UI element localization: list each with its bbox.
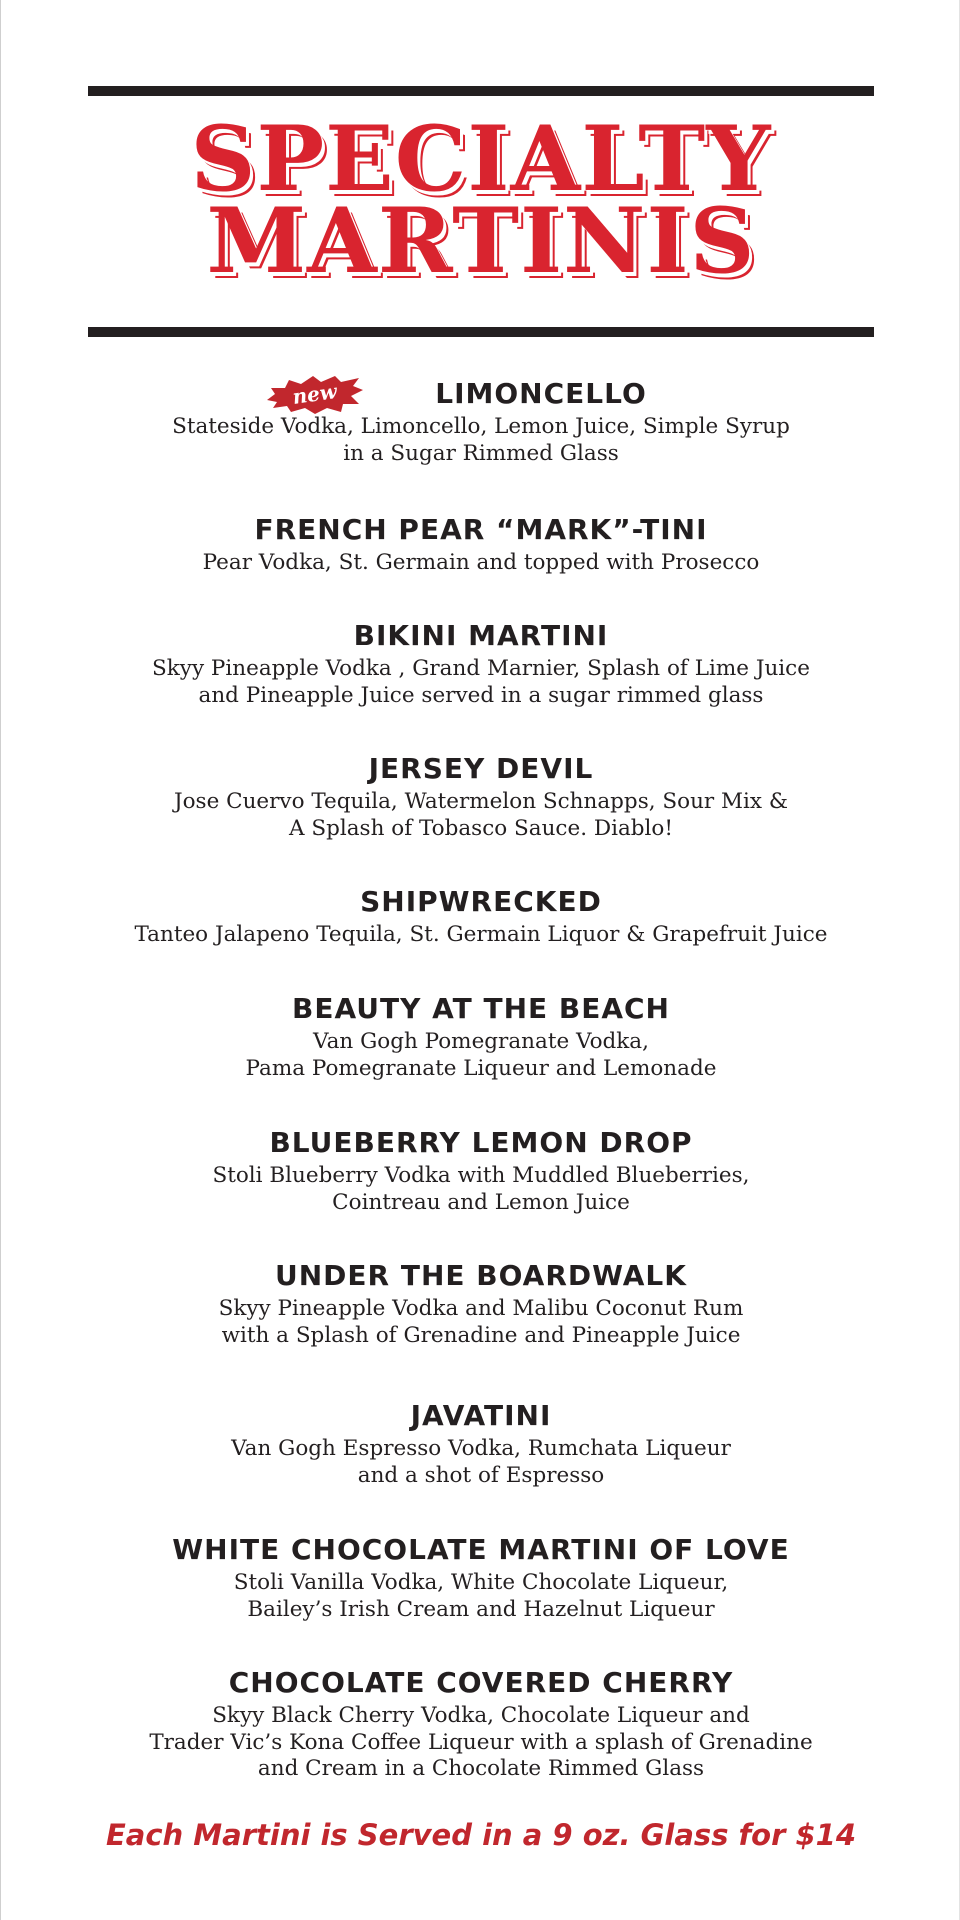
item-description-line: Skyy Black Cherry Vodka, Chocolate Liqueur and (212, 1703, 750, 1728)
item-description-line: Stoli Blueberry Vodka with Muddled Blueberries, (212, 1163, 750, 1188)
item-description-line: Stoli Vanilla Vodka, White Chocolate Liqueur, (233, 1570, 729, 1595)
title-line-2: MARTINIS (206, 188, 756, 294)
item-name: LIMONCELLO (435, 377, 647, 410)
menu-item-blueberry-lemon-drop (1, 1127, 960, 1216)
item-name: WHITE CHOCOLATE MARTINI OF LOVE (172, 1533, 790, 1566)
item-name: CHOCOLATE COVERED CHERRY (228, 1666, 734, 1699)
item-description-line: Skyy Pineapple Vodka , Grand Marnier, Splash of Lime Juice (152, 656, 810, 681)
menu-item-chocolate-covered-cherry (1, 1667, 960, 1783)
item-description-line: Van Gogh Espresso Vodka, Rumchata Liqueur (231, 1436, 731, 1461)
menu-item-beauty-at-the-beach (1, 993, 960, 1082)
item-description (1, 1163, 960, 1216)
item-description-line: A Splash of Tobasco Sauce. Diablo! (288, 815, 674, 841)
menu-item-javatini (1, 1400, 960, 1489)
item-description-line: Pama Pomegranate Liqueur and Lemonade (245, 1055, 717, 1081)
menu-item-shipwrecked (1, 886, 960, 949)
item-name: UNDER THE BOARDWALK (275, 1259, 687, 1292)
item-description (1, 656, 960, 709)
item-description-line: Van Gogh Pomegranate Vodka, (313, 1029, 649, 1054)
item-description-line: with a Splash of Grenadine and Pineapple Juice (221, 1322, 741, 1348)
item-description-line: in a Sugar Rimmed Glass (343, 440, 619, 466)
item-description-line: Pear Vodka, St. Germain and topped with Prosecco (202, 550, 760, 575)
top-divider (88, 86, 874, 96)
item-name: BLUEBERRY LEMON DROP (269, 1126, 693, 1159)
menu-item-white-chocolate-martini-of-love (1, 1534, 960, 1623)
item-description-line: Skyy Pineapple Vodka and Malibu Coconut Rum (218, 1296, 744, 1321)
new-badge-label: new (291, 379, 339, 409)
item-description (1, 922, 960, 949)
item-name: SHIPWRECKED (360, 885, 602, 918)
price-note: Each Martini is Served in a 9 oz. Glass for $14 (105, 1818, 857, 1852)
item-description-line: Stateside Vodka, Limoncello, Lemon Juice, Simple Syrup (172, 414, 790, 439)
item-name: BEAUTY AT THE BEACH (291, 992, 670, 1025)
item-description-line: Cointreau and Lemon Juice (332, 1189, 630, 1215)
item-description-line: Trader Vic’s Kona Coffee Liqueur with a splash of Grenadine (149, 1729, 813, 1755)
item-name: JERSEY DEVIL (368, 752, 594, 785)
item-name: JAVATINI (410, 1399, 552, 1432)
menu-item-under-the-boardwalk (1, 1260, 960, 1349)
item-description (1, 1703, 960, 1783)
item-description-line: and Cream in a Chocolate Rimmed Glass (257, 1756, 705, 1781)
item-description (1, 1436, 960, 1489)
menu-item-jersey-devil (1, 753, 960, 842)
menu-item-french-pear-mark-tini (1, 514, 960, 577)
menu-item-limoncello (1, 378, 960, 467)
item-description-line: Tanteo Jalapeno Tequila, St. Germain Liquor & Grapefruit Juice (134, 922, 828, 947)
item-description-line: Jose Cuervo Tequila, Watermelon Schnapps, Sour Mix & (173, 789, 789, 814)
bottom-divider (88, 327, 874, 337)
item-description-line: and a shot of Espresso (357, 1462, 605, 1488)
item-description (1, 789, 960, 842)
item-description (1, 1296, 960, 1349)
menu-title (1, 106, 960, 294)
item-description (1, 550, 960, 577)
item-description-line: Bailey’s Irish Cream and Hazelnut Liqueur (247, 1596, 715, 1622)
title-line-1: SPECIALTY (190, 106, 772, 212)
item-description (1, 414, 960, 467)
item-name: BIKINI MARTINI (353, 619, 609, 652)
item-name: FRENCH PEAR “MARK”-TINI (254, 513, 708, 546)
item-description (1, 1029, 960, 1082)
item-description-line: and Pineapple Juice served in a sugar rimmed glass (198, 682, 764, 708)
menu-item-bikini-martini (1, 620, 960, 709)
item-description (1, 1570, 960, 1623)
